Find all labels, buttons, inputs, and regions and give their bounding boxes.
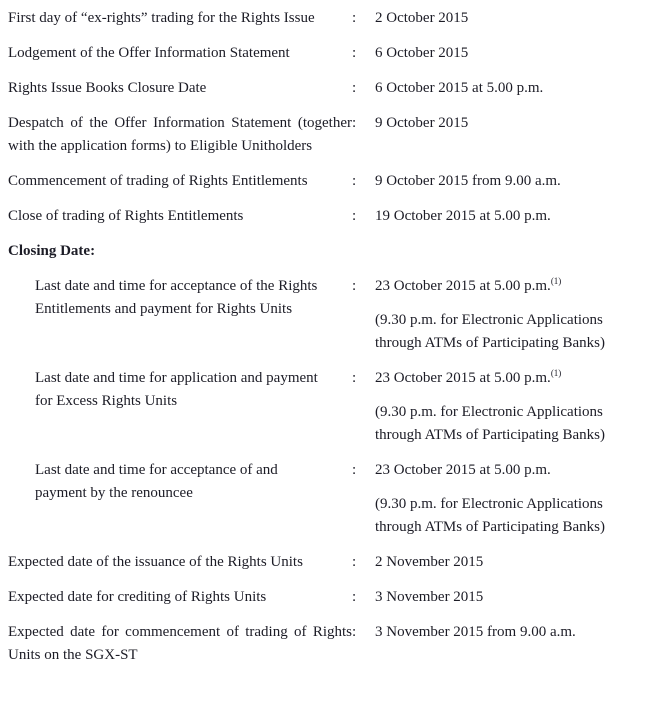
timetable-row — [8, 551, 648, 574]
event-date-cell — [375, 42, 648, 65]
timetable-row — [8, 77, 648, 100]
timetable-row — [8, 170, 648, 193]
event-label: Close of trading of Rights Entitlements — [8, 208, 244, 224]
event-label: Expected date for crediting of Rights Units — [8, 589, 267, 605]
event-date-cell — [375, 112, 648, 135]
event-date — [375, 205, 648, 228]
event-date-text: 6 October 2015 at 5.00 p.m. — [375, 80, 544, 96]
event-label: Rights Issue Books Closure Date — [8, 80, 207, 96]
event-date — [375, 170, 648, 193]
footnote-ref: (1) — [550, 368, 562, 378]
colon-separator: : — [352, 554, 357, 570]
event-date-cell — [375, 275, 648, 355]
timetable-row — [8, 459, 648, 539]
event-date-text: 23 October 2015 at 5.00 p.m. — [375, 370, 551, 386]
timetable-row — [8, 42, 648, 65]
event-date-text: 9 October 2015 from 9.00 a.m. — [375, 173, 561, 189]
colon-separator: : — [352, 370, 357, 386]
colon-separator: : — [352, 80, 357, 96]
event-label: First day of “ex-rights” trading for the Rights Issue — [8, 10, 315, 26]
event-date-cell — [375, 77, 648, 100]
event-date-cell — [375, 7, 648, 30]
timetable-row — [8, 367, 648, 447]
event-date-cell — [375, 551, 648, 574]
event-date-cell — [375, 586, 648, 609]
colon-separator: : — [352, 10, 357, 26]
event-date-text: 6 October 2015 — [375, 45, 469, 61]
event-date-cell — [375, 621, 648, 644]
event-date — [375, 275, 648, 298]
section-heading-label: Closing Date: — [8, 243, 96, 259]
event-label: Expected date for commencement of trading of Rights Units on the SGX-ST — [8, 624, 352, 663]
event-label: Last date and time for acceptance of and payment by the renouncee — [35, 462, 278, 501]
event-date — [375, 621, 648, 644]
event-label: Last date and time for application and payment for Excess Rights Units — [35, 370, 318, 409]
event-date-text: 23 October 2015 at 5.00 p.m. — [375, 278, 551, 294]
timetable-row — [8, 621, 648, 667]
colon-separator: : — [352, 208, 357, 224]
timetable-row — [8, 586, 648, 609]
event-date — [375, 42, 648, 65]
event-note: (9.30 p.m. for Electronic Applications through ATMs of Participating Banks) — [375, 312, 605, 351]
event-date — [375, 586, 648, 609]
timetable-row — [8, 112, 648, 158]
event-date-cell — [375, 170, 648, 193]
colon-separator: : — [352, 589, 357, 605]
timetable-row — [8, 275, 648, 355]
event-label: Despatch of the Offer Information Statement (together with the application forms) to Eligible Unitholders — [8, 115, 352, 154]
colon-separator: : — [352, 173, 357, 189]
event-label: Expected date of the issuance of the Rights Units — [8, 554, 303, 570]
colon-separator: : — [352, 462, 357, 478]
event-date — [375, 77, 648, 100]
colon-separator: : — [352, 278, 357, 294]
event-date-cell — [375, 367, 648, 447]
event-date-text: 2 November 2015 — [375, 554, 484, 570]
event-date-text: 19 October 2015 at 5.00 p.m. — [375, 208, 551, 224]
timetable — [8, 7, 648, 667]
timetable-row — [8, 7, 648, 30]
event-date-text: 9 October 2015 — [375, 115, 469, 131]
timetable-row — [8, 205, 648, 228]
event-label: Lodgement of the Offer Information Statement — [8, 45, 290, 61]
colon-separator: : — [352, 115, 357, 131]
event-date — [375, 112, 648, 135]
event-date-text: 23 October 2015 at 5.00 p.m. — [375, 462, 551, 478]
event-note: (9.30 p.m. for Electronic Applications through ATMs of Participating Banks) — [375, 496, 605, 535]
event-date-text: 3 November 2015 — [375, 589, 484, 605]
event-date-cell — [375, 205, 648, 228]
event-date-text: 3 November 2015 from 9.00 a.m. — [375, 624, 576, 640]
footnote-ref: (1) — [550, 276, 562, 286]
event-date-cell — [375, 459, 648, 539]
colon-separator: : — [352, 45, 357, 61]
event-note: (9.30 p.m. for Electronic Applications through ATMs of Participating Banks) — [375, 404, 605, 443]
event-date-text: 2 October 2015 — [375, 10, 469, 26]
event-date — [375, 551, 648, 574]
timetable-section-heading — [8, 240, 648, 263]
event-label: Last date and time for acceptance of the Rights Entitlements and payment for Rights Units — [35, 278, 318, 317]
colon-separator: : — [352, 624, 357, 640]
event-date — [375, 459, 648, 482]
event-label: Commencement of trading of Rights Entitlements — [8, 173, 308, 189]
event-date — [375, 367, 648, 390]
event-date — [375, 7, 648, 30]
